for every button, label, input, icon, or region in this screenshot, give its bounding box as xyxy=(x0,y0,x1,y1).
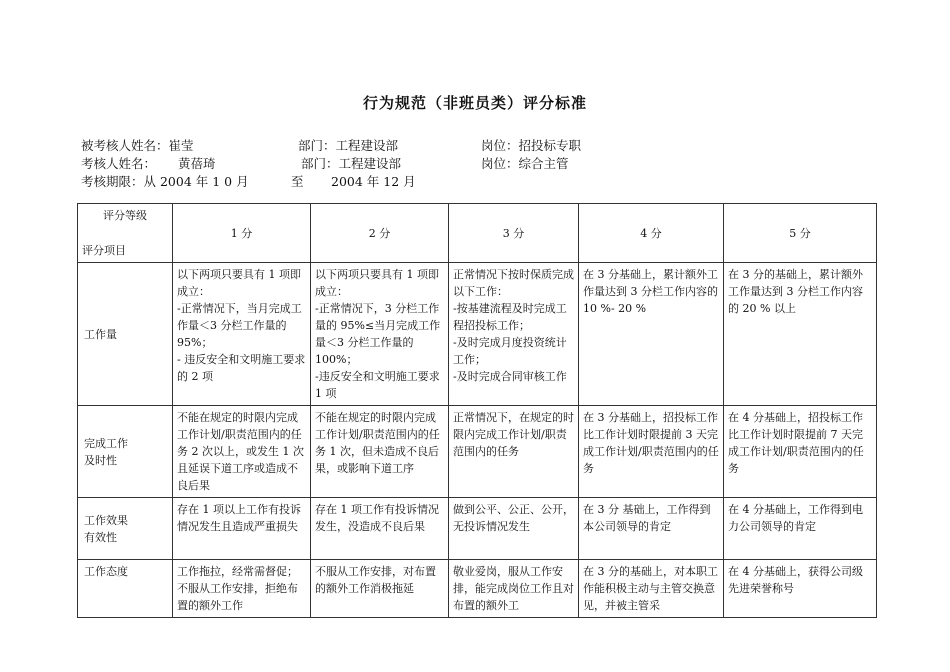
grade-header: 3 分 xyxy=(449,204,579,263)
criteria-cell: 以下两项只要具有 1 项即成立： -正常情况下，当月完成工作量＜3 分栏工作量的 95%； - 违反安全和文明施工要求的 2 项 xyxy=(173,263,311,406)
criteria-cell: 在 3 分基础上，招投标工作比工作计划时限提前 3 天完成工作计划/职责范围内的任务 xyxy=(579,406,724,498)
criteria-cell xyxy=(449,560,579,618)
criteria-cell xyxy=(173,560,311,618)
criteria-cell: 在 4 分基础上，工作得到电力公司领导的肯定 xyxy=(724,498,877,560)
table-row xyxy=(78,406,877,498)
grade-header: 2 分 xyxy=(311,204,449,263)
criteria-cell: 在 3 分基础上，累计额外工作量达到 3 分栏工作内容的 10 %- 20 % xyxy=(579,263,724,406)
criteria-text: 在 3 分的基础上，对本职工作能积极主动与主管交换意见，并被主管采 xyxy=(583,565,718,612)
criteria-cell xyxy=(724,560,877,618)
criteria-cell: 在 3 分的基础上，累计额外工作量达到 3 分栏工作内容的 20 % 以上 xyxy=(724,263,877,406)
assessor-post: 岗位：综合主管 xyxy=(481,156,569,171)
assessee-dept: 部门：工程建设部 xyxy=(298,138,399,153)
criteria-text: 敬业爱岗，服从工作安排，能完成岗位工作且对布置的额外工 xyxy=(453,565,574,612)
grade-header: 1 分 xyxy=(173,204,311,263)
criteria-cell: 正常情况下按时保质完成以下工作： -按基建流程及时完成工程招投标工作； -及时完成月度投资统计工作； -及时完成合同审核工作 xyxy=(449,263,579,406)
criteria-cell: 不能在规定的时限内完成工作计划/职责范围内的任务 2 次以上，或发生 1 次且延误下道工序或造成不良后果 xyxy=(173,406,311,498)
corner-grade-label: 评分等级 xyxy=(103,209,147,222)
criteria-cell: 存在 1 项工作有投诉情况发生，没造成不良后果 xyxy=(311,498,449,560)
row-item-label: 工作效果 有效性 xyxy=(78,498,173,560)
criteria-cell: 正常情况下，在规定的时限内完成工作计划/职责范围内的任务 xyxy=(449,406,579,498)
assessor-label: 考核人姓名： xyxy=(81,156,157,171)
criteria-cell: 不能在规定的时限内完成工作计划/职责范围内的任务 1 次，但未造成不良后果，或影响下道工序 xyxy=(311,406,449,498)
criteria-cell xyxy=(579,560,724,618)
grade-header: 5 分 xyxy=(724,204,877,263)
corner-cell xyxy=(78,204,173,263)
grade-header: 4 分 xyxy=(579,204,724,263)
criteria-text: 工作拖拉，经常需督促；不服从工作安排，拒绝布置的额外工作 xyxy=(177,565,298,612)
assessee-name: 被考核人姓名：崔莹 xyxy=(81,138,194,153)
criteria-cell xyxy=(311,560,449,618)
header-row xyxy=(78,204,877,263)
criteria-cell: 在 4 分基础上，招投标工作比工作计划时限提前 7 天完成工作计划/职责范围内的任务 xyxy=(724,406,877,498)
assessee-post: 岗位：招投标专职 xyxy=(481,138,582,153)
table-row xyxy=(78,263,877,406)
corner-item-label: 评分项目 xyxy=(82,244,126,257)
criteria-cell: 以下两项只要具有 1 项即成立： -正常情况下，3 分栏工作量的 95%≤当月完成工作量＜3 分栏工作量的 100%； -违反安全和文明施工要求 1 项 xyxy=(311,263,449,406)
period-to-label: 至 xyxy=(291,174,304,189)
criteria-cell: 存在 1 项以上工作有投诉情况发生且造成严重损失 xyxy=(173,498,311,560)
scoring-table xyxy=(77,203,877,618)
criteria-cell: 在 3 分 基础上，工作得到本公司领导的肯定 xyxy=(579,498,724,560)
assessor-name: 黄蓓琦 xyxy=(178,156,216,171)
row-item-label: 工作态度 xyxy=(78,560,173,618)
assessor-dept: 部门：工程建设部 xyxy=(301,156,402,171)
period-to: 2004 年 12 月 xyxy=(331,174,416,189)
criteria-text: 在 4 分基础上，获得公司级先进荣誉称号 xyxy=(728,565,863,595)
row-item-label: 工作量 xyxy=(78,263,173,406)
row-item-label: 完成工作 及时性 xyxy=(78,406,173,498)
period-from: 考核期限：从 2004 年 1 0 月 xyxy=(81,174,249,189)
table-row xyxy=(78,560,877,618)
criteria-text: 不服从工作安排，对布置的额外工作消极拖延 xyxy=(315,565,436,595)
table-row xyxy=(78,498,877,560)
criteria-cell: 做到公平、公正、公开，无投诉情况发生 xyxy=(449,498,579,560)
document-title: 行为规范（非班员类）评分标准 xyxy=(362,94,587,112)
